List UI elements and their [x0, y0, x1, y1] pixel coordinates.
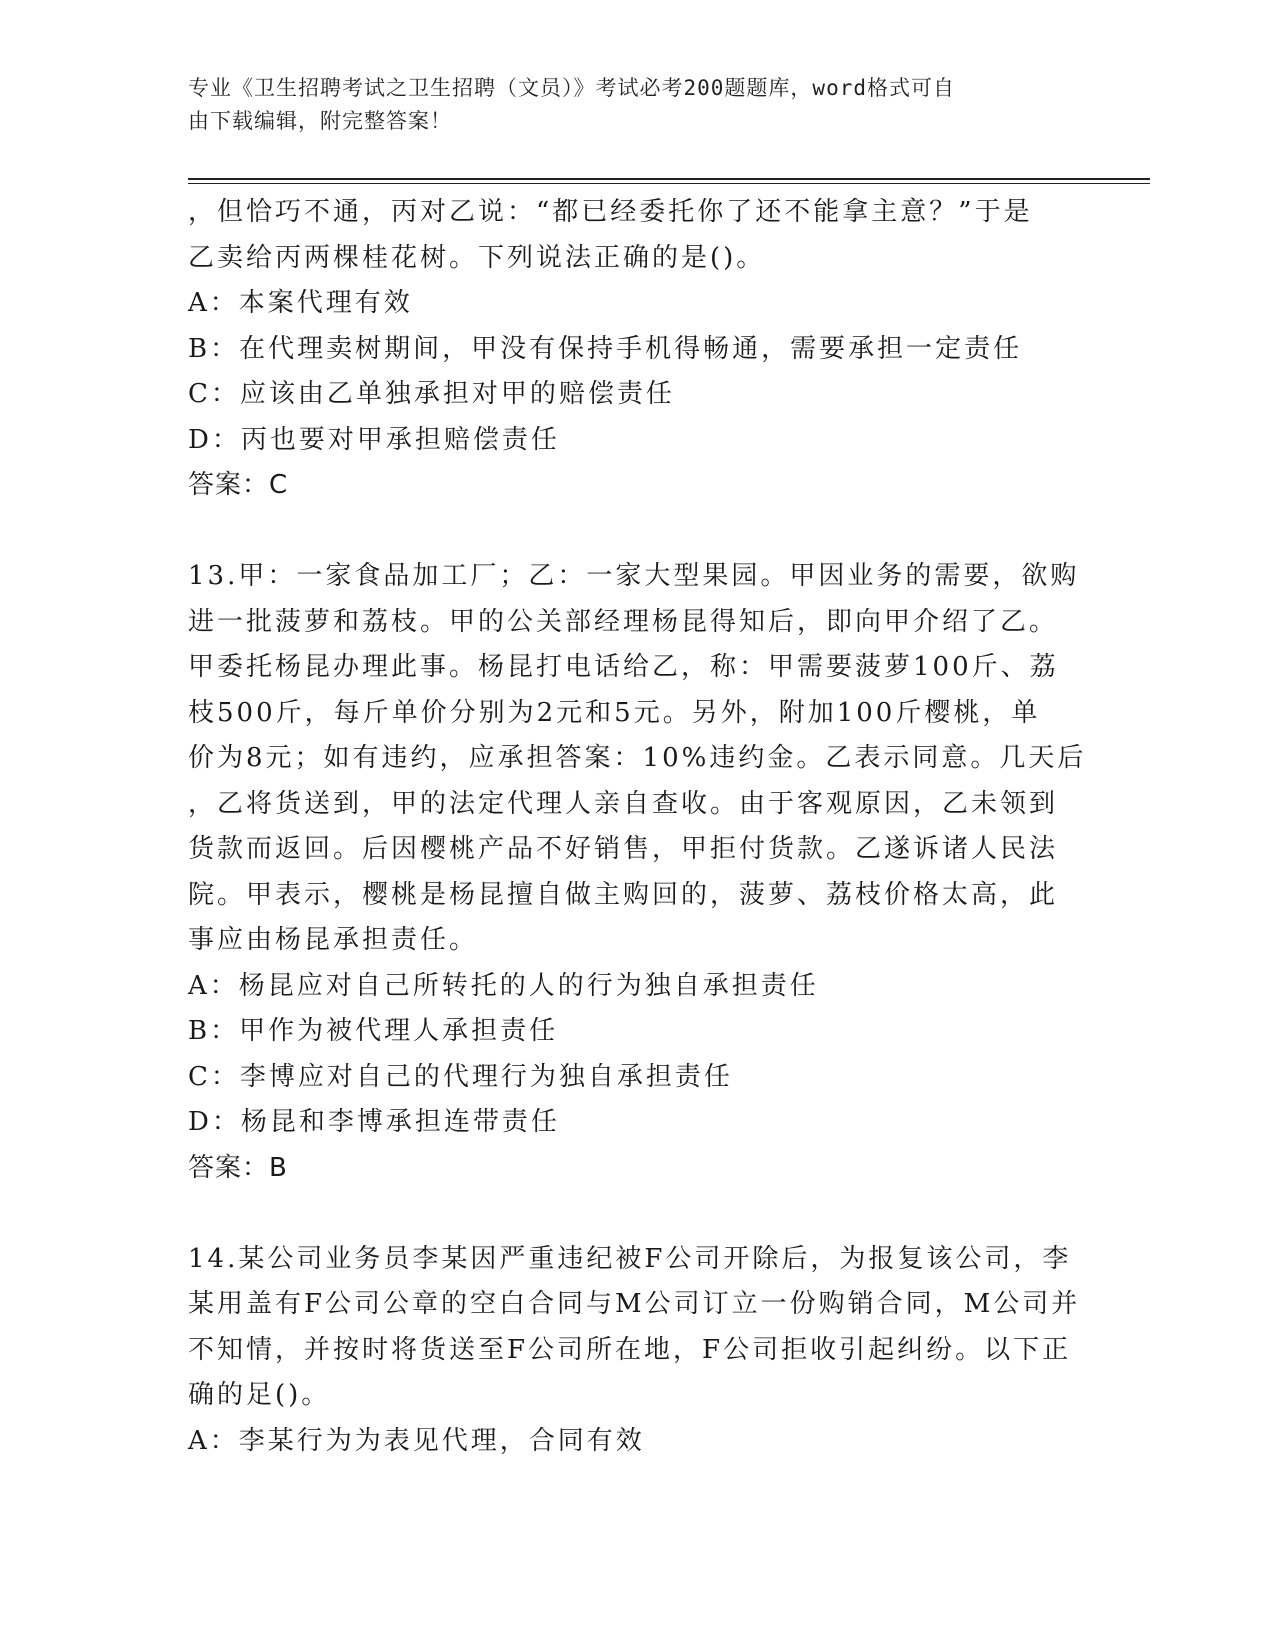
question-13 [188, 554, 1088, 1191]
question-text-line: 枝500斤，每斤单价分别为2元和5元。另外，附加100斤樱桃，单 [188, 697, 1041, 728]
document-header [188, 72, 1088, 138]
option-d: D：杨昆和李博承担连带责任 [188, 1107, 560, 1137]
question-text-line: 甲委托杨昆办理此事。杨昆打电话给乙，称：甲需要菠萝100斤、荔 [188, 652, 1059, 682]
answer-label: 答案：B [188, 1152, 288, 1183]
question-text-line: 院。甲表示，樱桃是杨昆擅自做主购回的，菠萝、荔枝价格太高，此 [188, 879, 1059, 910]
document-body [188, 190, 1088, 1464]
question-text-line: 某用盖有F公司公章的空白合同与M公司订立一份购销合同，M公司并 [188, 1289, 1081, 1319]
question-text-line: 确的足()。 [188, 1380, 331, 1410]
option-b: B：在代理卖树期间，甲没有保持手机得畅通，需要承担一定责任 [188, 333, 1023, 364]
question-text-line: 货款而返回。后因樱桃产品不好销售，甲拒付货款。乙遂诉诸人民法 [188, 834, 1059, 864]
question-text-line: 价为8元；如有违约，应承担答案：10%违约金。乙表示同意。几天后 [188, 743, 1087, 773]
header-line-2: 由下载编辑，附完整答案！ [188, 109, 452, 133]
option-a: A：本案代理有效 [188, 288, 413, 318]
option-c: C：李博应对自己的代理行为独自承担责任 [188, 1061, 733, 1092]
header-rule-thick [188, 178, 1150, 180]
question-text-line: 事应由杨昆承担责任。 [188, 925, 479, 955]
option-b: B：甲作为被代理人承担责任 [188, 1016, 559, 1046]
question-12-tail [188, 190, 1088, 509]
spacer [188, 509, 1088, 555]
option-c: C：应该由乙单独承担对甲的赔偿责任 [188, 379, 675, 409]
header-rule-thin [188, 183, 1150, 184]
question-text-line: 不知情，并按时将货送至F公司所在地，F公司拒收引起纠纷。以下正 [188, 1334, 1072, 1365]
spacer [188, 1191, 1088, 1237]
option-a: A：杨昆应对自己所转托的人的行为独自承担责任 [188, 970, 819, 1001]
question-text-line: ，乙将货送到，甲的法定代理人亲自查收。由于客观原因，乙未领到 [188, 788, 1059, 819]
question-text-line: 乙卖给丙两棵桂花树。下列说法正确的是()。 [188, 242, 766, 273]
question-text-line: ，但恰巧不通，丙对乙说：“都已经委托你了还不能拿主意？”于是 [188, 197, 1033, 227]
option-a: A：李某行为为表见代理，合同有效 [188, 1425, 645, 1456]
option-d: D：丙也要对甲承担赔偿责任 [188, 424, 560, 455]
answer-label: 答案：C [188, 470, 289, 500]
header-line-1: 专业《卫生招聘考试之卫生招聘（文员）》考试必考200题题库，word格式可自 [188, 76, 955, 100]
question-14 [188, 1237, 1088, 1465]
question-text-line: 14.某公司业务员李某因严重违纪被F公司开除后，为报复该公司，李 [188, 1243, 1072, 1274]
question-text-line: 进一批菠萝和荔枝。甲的公关部经理杨昆得知后，即向甲介绍了乙。 [188, 606, 1059, 637]
question-text-line: 13.甲：一家食品加工厂；乙：一家大型果园。甲因业务的需要，欲购 [188, 561, 1080, 591]
